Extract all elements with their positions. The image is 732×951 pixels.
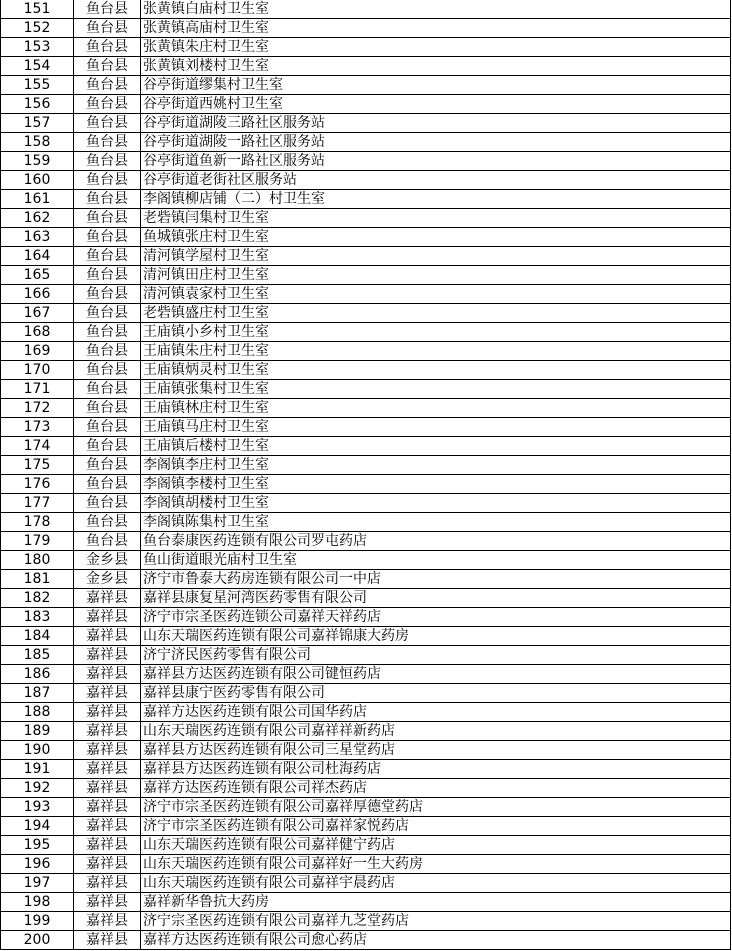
table-row bbox=[1, 247, 731, 266]
county-cell: 鱼台县 bbox=[74, 76, 141, 95]
county-cell: 嘉祥县 bbox=[74, 627, 141, 646]
facility-name-cell: 嘉祥县方达医药连锁有限公司杜海药店 bbox=[141, 760, 731, 779]
facility-name-cell: 山东天瑞医药连锁有限公司嘉祥锦康大药房 bbox=[141, 627, 731, 646]
facility-name-cell: 嘉祥方达医药连锁有限公司祥杰药店 bbox=[141, 779, 731, 798]
facility-name-cell: 济宁济民医药零售有限公司 bbox=[141, 646, 731, 665]
row-number-cell: 162 bbox=[1, 209, 74, 228]
facility-name-cell: 济宁市宗圣医药连锁公司嘉祥天祥药店 bbox=[141, 608, 731, 627]
county-cell: 嘉祥县 bbox=[74, 608, 141, 627]
table-row bbox=[1, 114, 731, 133]
row-number-cell: 182 bbox=[1, 589, 74, 608]
county-cell: 嘉祥县 bbox=[74, 912, 141, 931]
county-cell: 鱼台县 bbox=[74, 323, 141, 342]
county-cell: 嘉祥县 bbox=[74, 722, 141, 741]
county-cell: 鱼台县 bbox=[74, 133, 141, 152]
row-number-cell: 198 bbox=[1, 893, 74, 912]
county-cell: 鱼台县 bbox=[74, 266, 141, 285]
county-cell: 嘉祥县 bbox=[74, 779, 141, 798]
county-cell: 鱼台县 bbox=[74, 532, 141, 551]
row-number-cell: 197 bbox=[1, 874, 74, 893]
facility-name-cell: 李阁镇陈集村卫生室 bbox=[141, 513, 731, 532]
row-number-cell: 193 bbox=[1, 798, 74, 817]
county-cell: 嘉祥县 bbox=[74, 798, 141, 817]
table-row bbox=[1, 437, 731, 456]
county-cell: 鱼台县 bbox=[74, 342, 141, 361]
table-row bbox=[1, 931, 731, 950]
table-row bbox=[1, 133, 731, 152]
table-row bbox=[1, 570, 731, 589]
table-row bbox=[1, 342, 731, 361]
county-cell: 嘉祥县 bbox=[74, 855, 141, 874]
row-number-cell: 158 bbox=[1, 133, 74, 152]
facility-name-cell: 张黄镇白庙村卫生室 bbox=[141, 0, 731, 19]
table-row bbox=[1, 0, 731, 19]
county-cell: 嘉祥县 bbox=[74, 817, 141, 836]
facility-name-cell: 谷亭街道鱼新一路社区服务站 bbox=[141, 152, 731, 171]
row-number-cell: 194 bbox=[1, 817, 74, 836]
row-number-cell: 200 bbox=[1, 931, 74, 950]
table-row bbox=[1, 627, 731, 646]
row-number-cell: 178 bbox=[1, 513, 74, 532]
facility-name-cell: 清河镇学屋村卫生室 bbox=[141, 247, 731, 266]
facility-name-cell: 谷亭街道缪集村卫生室 bbox=[141, 76, 731, 95]
table-row bbox=[1, 266, 731, 285]
row-number-cell: 166 bbox=[1, 285, 74, 304]
county-cell: 嘉祥县 bbox=[74, 665, 141, 684]
county-cell: 嘉祥县 bbox=[74, 589, 141, 608]
table-row bbox=[1, 171, 731, 190]
row-number-cell: 152 bbox=[1, 19, 74, 38]
table-row bbox=[1, 893, 731, 912]
table-row bbox=[1, 779, 731, 798]
facility-name-cell: 清河镇田庄村卫生室 bbox=[141, 266, 731, 285]
facility-name-cell: 嘉祥方达医药连锁有限公司愈心药店 bbox=[141, 931, 731, 950]
facility-name-cell: 谷亭街道老街社区服务站 bbox=[141, 171, 731, 190]
county-cell: 鱼台县 bbox=[74, 361, 141, 380]
table-row bbox=[1, 665, 731, 684]
table-body bbox=[1, 0, 731, 950]
row-number-cell: 188 bbox=[1, 703, 74, 722]
table-row bbox=[1, 513, 731, 532]
county-cell: 嘉祥县 bbox=[74, 684, 141, 703]
table-row bbox=[1, 475, 731, 494]
row-number-cell: 180 bbox=[1, 551, 74, 570]
facility-name-cell: 嘉祥县康复星河湾医药零售有限公司 bbox=[141, 589, 731, 608]
table-row bbox=[1, 494, 731, 513]
row-number-cell: 185 bbox=[1, 646, 74, 665]
county-cell: 鱼台县 bbox=[74, 114, 141, 133]
row-number-cell: 186 bbox=[1, 665, 74, 684]
facility-name-cell: 山东天瑞医药连锁有限公司嘉祥祥新药店 bbox=[141, 722, 731, 741]
facility-name-cell: 李阁镇李庄村卫生室 bbox=[141, 456, 731, 475]
county-cell: 鱼台县 bbox=[74, 456, 141, 475]
row-number-cell: 160 bbox=[1, 171, 74, 190]
row-number-cell: 179 bbox=[1, 532, 74, 551]
county-cell: 金乡县 bbox=[74, 551, 141, 570]
facility-name-cell: 山东天瑞医药连锁有限公司嘉祥宇晨药店 bbox=[141, 874, 731, 893]
row-number-cell: 199 bbox=[1, 912, 74, 931]
table-row bbox=[1, 19, 731, 38]
county-cell: 嘉祥县 bbox=[74, 760, 141, 779]
facility-name-cell: 李阁镇柳店铺（二）村卫生室 bbox=[141, 190, 731, 209]
facility-name-cell: 济宁市鲁泰大药房连锁有限公司一中店 bbox=[141, 570, 731, 589]
row-number-cell: 168 bbox=[1, 323, 74, 342]
facility-name-cell: 李阁镇李楼村卫生室 bbox=[141, 475, 731, 494]
row-number-cell: 192 bbox=[1, 779, 74, 798]
table-row bbox=[1, 152, 731, 171]
row-number-cell: 163 bbox=[1, 228, 74, 247]
facility-name-cell: 王庙镇后楼村卫生室 bbox=[141, 437, 731, 456]
facility-name-cell: 嘉祥县康宁医药零售有限公司 bbox=[141, 684, 731, 703]
table-row bbox=[1, 418, 731, 437]
table-row bbox=[1, 38, 731, 57]
row-number-cell: 172 bbox=[1, 399, 74, 418]
row-number-cell: 153 bbox=[1, 38, 74, 57]
county-cell: 嘉祥县 bbox=[74, 741, 141, 760]
row-number-cell: 156 bbox=[1, 95, 74, 114]
county-cell: 鱼台县 bbox=[74, 228, 141, 247]
county-cell: 鱼台县 bbox=[74, 190, 141, 209]
row-number-cell: 169 bbox=[1, 342, 74, 361]
facility-name-cell: 鱼台泰康医药连锁有限公司罗屯药店 bbox=[141, 532, 731, 551]
table-row bbox=[1, 361, 731, 380]
table-row bbox=[1, 874, 731, 893]
county-cell: 鱼台县 bbox=[74, 380, 141, 399]
facility-name-cell: 谷亭街道湖陵一路社区服务站 bbox=[141, 133, 731, 152]
county-cell: 鱼台县 bbox=[74, 418, 141, 437]
table-row bbox=[1, 722, 731, 741]
row-number-cell: 181 bbox=[1, 570, 74, 589]
county-cell: 鱼台县 bbox=[74, 437, 141, 456]
county-cell: 金乡县 bbox=[74, 570, 141, 589]
county-cell: 鱼台县 bbox=[74, 399, 141, 418]
table-row bbox=[1, 798, 731, 817]
row-number-cell: 157 bbox=[1, 114, 74, 133]
row-number-cell: 187 bbox=[1, 684, 74, 703]
facility-name-cell: 济宁市宗圣医药连锁有限公司嘉祥厚德堂药店 bbox=[141, 798, 731, 817]
facility-name-cell: 李阁镇胡楼村卫生室 bbox=[141, 494, 731, 513]
facility-name-cell: 王庙镇林庄村卫生室 bbox=[141, 399, 731, 418]
table-row bbox=[1, 190, 731, 209]
table-row bbox=[1, 589, 731, 608]
facility-name-cell: 济宁宗圣医药连锁有限公司嘉祥九芝堂药店 bbox=[141, 912, 731, 931]
row-number-cell: 155 bbox=[1, 76, 74, 95]
facility-name-cell: 王庙镇张集村卫生室 bbox=[141, 380, 731, 399]
row-number-cell: 184 bbox=[1, 627, 74, 646]
county-cell: 鱼台县 bbox=[74, 304, 141, 323]
row-number-cell: 170 bbox=[1, 361, 74, 380]
row-number-cell: 176 bbox=[1, 475, 74, 494]
county-cell: 鱼台县 bbox=[74, 475, 141, 494]
table-row bbox=[1, 608, 731, 627]
facility-name-cell: 鱼城镇张庄村卫生室 bbox=[141, 228, 731, 247]
table-row bbox=[1, 855, 731, 874]
row-number-cell: 196 bbox=[1, 855, 74, 874]
facility-name-cell: 王庙镇马庄村卫生室 bbox=[141, 418, 731, 437]
county-cell: 鱼台县 bbox=[74, 152, 141, 171]
facility-name-cell: 嘉祥方达医药连锁有限公司国华药店 bbox=[141, 703, 731, 722]
county-cell: 嘉祥县 bbox=[74, 893, 141, 912]
row-number-cell: 159 bbox=[1, 152, 74, 171]
county-cell: 嘉祥县 bbox=[74, 874, 141, 893]
facility-name-cell: 嘉祥县方达医药连锁有限公司三星堂药店 bbox=[141, 741, 731, 760]
facility-name-cell: 王庙镇炳灵村卫生室 bbox=[141, 361, 731, 380]
county-cell: 鱼台县 bbox=[74, 171, 141, 190]
facility-name-cell: 老砦镇闫集村卫生室 bbox=[141, 209, 731, 228]
table-row bbox=[1, 228, 731, 247]
facility-name-cell: 张黄镇朱庄村卫生室 bbox=[141, 38, 731, 57]
table-row bbox=[1, 399, 731, 418]
county-cell: 鱼台县 bbox=[74, 209, 141, 228]
row-number-cell: 175 bbox=[1, 456, 74, 475]
facility-name-cell: 山东天瑞医药连锁有限公司嘉祥健宁药店 bbox=[141, 836, 731, 855]
table-row bbox=[1, 684, 731, 703]
county-cell: 鱼台县 bbox=[74, 57, 141, 76]
table-row bbox=[1, 646, 731, 665]
facility-name-cell: 谷亭街道西姚村卫生室 bbox=[141, 95, 731, 114]
county-cell: 嘉祥县 bbox=[74, 646, 141, 665]
county-cell: 鱼台县 bbox=[74, 38, 141, 57]
row-number-cell: 167 bbox=[1, 304, 74, 323]
table-row bbox=[1, 836, 731, 855]
facility-name-cell: 清河镇袁家村卫生室 bbox=[141, 285, 731, 304]
county-cell: 嘉祥县 bbox=[74, 931, 141, 950]
county-cell: 鱼台县 bbox=[74, 19, 141, 38]
table-row bbox=[1, 551, 731, 570]
facility-name-cell: 张黄镇刘楼村卫生室 bbox=[141, 57, 731, 76]
facility-name-cell: 王庙镇小乡村卫生室 bbox=[141, 323, 731, 342]
facility-name-cell: 张黄镇高庙村卫生室 bbox=[141, 19, 731, 38]
table-row bbox=[1, 456, 731, 475]
table-row bbox=[1, 912, 731, 931]
table-row bbox=[1, 760, 731, 779]
table-row bbox=[1, 817, 731, 836]
table-row bbox=[1, 323, 731, 342]
facility-name-cell: 嘉祥新华鲁抗大药房 bbox=[141, 893, 731, 912]
row-number-cell: 190 bbox=[1, 741, 74, 760]
facility-name-cell: 王庙镇朱庄村卫生室 bbox=[141, 342, 731, 361]
table-row bbox=[1, 741, 731, 760]
table-row bbox=[1, 95, 731, 114]
row-number-cell: 151 bbox=[1, 0, 74, 19]
table-row bbox=[1, 57, 731, 76]
facility-name-cell: 嘉祥县方达医药连锁有限公司键恒药店 bbox=[141, 665, 731, 684]
facility-name-cell: 老砦镇盛庄村卫生室 bbox=[141, 304, 731, 323]
row-number-cell: 177 bbox=[1, 494, 74, 513]
county-cell: 鱼台县 bbox=[74, 247, 141, 266]
row-number-cell: 171 bbox=[1, 380, 74, 399]
facility-name-cell: 谷亭街道湖陵三路社区服务站 bbox=[141, 114, 731, 133]
row-number-cell: 189 bbox=[1, 722, 74, 741]
row-number-cell: 173 bbox=[1, 418, 74, 437]
row-number-cell: 165 bbox=[1, 266, 74, 285]
row-number-cell: 183 bbox=[1, 608, 74, 627]
county-cell: 鱼台县 bbox=[74, 0, 141, 19]
county-cell: 鱼台县 bbox=[74, 513, 141, 532]
table-row bbox=[1, 304, 731, 323]
row-number-cell: 191 bbox=[1, 760, 74, 779]
row-number-cell: 195 bbox=[1, 836, 74, 855]
county-cell: 鱼台县 bbox=[74, 95, 141, 114]
facility-name-cell: 山东天瑞医药连锁有限公司嘉祥好一生大药房 bbox=[141, 855, 731, 874]
facility-name-cell: 济宁市宗圣医药连锁有限公司嘉祥家悦药店 bbox=[141, 817, 731, 836]
table-row bbox=[1, 76, 731, 95]
table-row bbox=[1, 532, 731, 551]
county-cell: 嘉祥县 bbox=[74, 836, 141, 855]
table-row bbox=[1, 380, 731, 399]
county-cell: 嘉祥县 bbox=[74, 703, 141, 722]
row-number-cell: 161 bbox=[1, 190, 74, 209]
county-cell: 鱼台县 bbox=[74, 285, 141, 304]
row-number-cell: 174 bbox=[1, 437, 74, 456]
table-row bbox=[1, 209, 731, 228]
row-number-cell: 164 bbox=[1, 247, 74, 266]
table-row bbox=[1, 285, 731, 304]
facility-name-cell: 鱼山街道眼光庙村卫生室 bbox=[141, 551, 731, 570]
row-number-cell: 154 bbox=[1, 57, 74, 76]
table-row bbox=[1, 703, 731, 722]
county-cell: 鱼台县 bbox=[74, 494, 141, 513]
